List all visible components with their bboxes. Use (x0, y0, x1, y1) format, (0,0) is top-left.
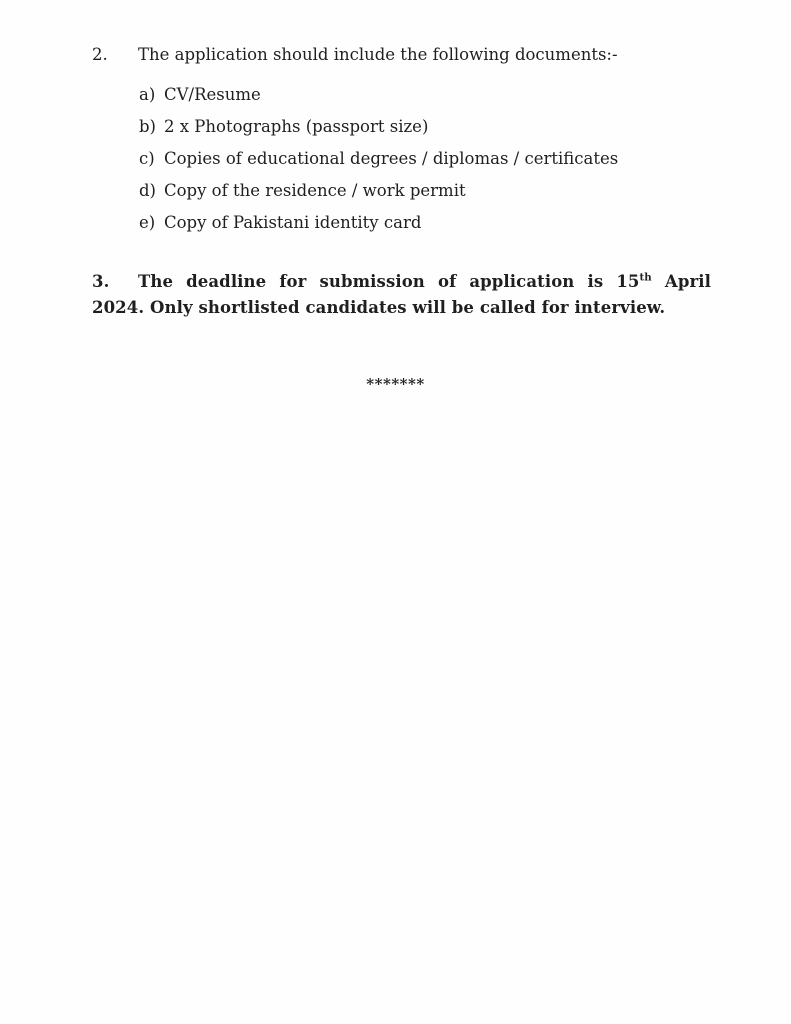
item-3-text-start: The deadline for submission of application is 15 (138, 272, 640, 291)
list-item (139, 181, 711, 201)
list-item (139, 213, 711, 233)
list-item-text: Copy of Pakistani identity card (164, 213, 422, 232)
paragraph-item-2 (92, 45, 711, 65)
item-2-number: 2. (92, 45, 108, 64)
list-item-letter: a) (139, 85, 156, 104)
list-item-text: CV/Resume (164, 85, 261, 104)
list-item-text: Copy of the residence / work permit (164, 181, 466, 200)
list-item-letter: b) (139, 117, 156, 136)
list-item-text: Copies of educational degrees / diplomas / certificates (164, 149, 619, 168)
list-item-letter: d) (139, 181, 156, 200)
list-item-letter: e) (139, 213, 156, 232)
list-item (139, 117, 711, 137)
end-of-document-marker: ******* (366, 375, 425, 393)
list-item (139, 149, 711, 169)
item-3-text-end: April 2024. Only shortlisted candidates will be called for interview. (92, 272, 711, 317)
list-item (139, 85, 711, 105)
item-3-number: 3. (92, 272, 110, 291)
list-item-text: 2 x Photographs (passport size) (164, 117, 429, 136)
ordinal-superscript: th (639, 271, 652, 284)
document-checklist (139, 85, 711, 233)
list-item-letter: c) (139, 149, 155, 168)
paragraph-item-3 (92, 269, 711, 321)
item-2-text: The application should include the following documents:- (138, 45, 618, 64)
